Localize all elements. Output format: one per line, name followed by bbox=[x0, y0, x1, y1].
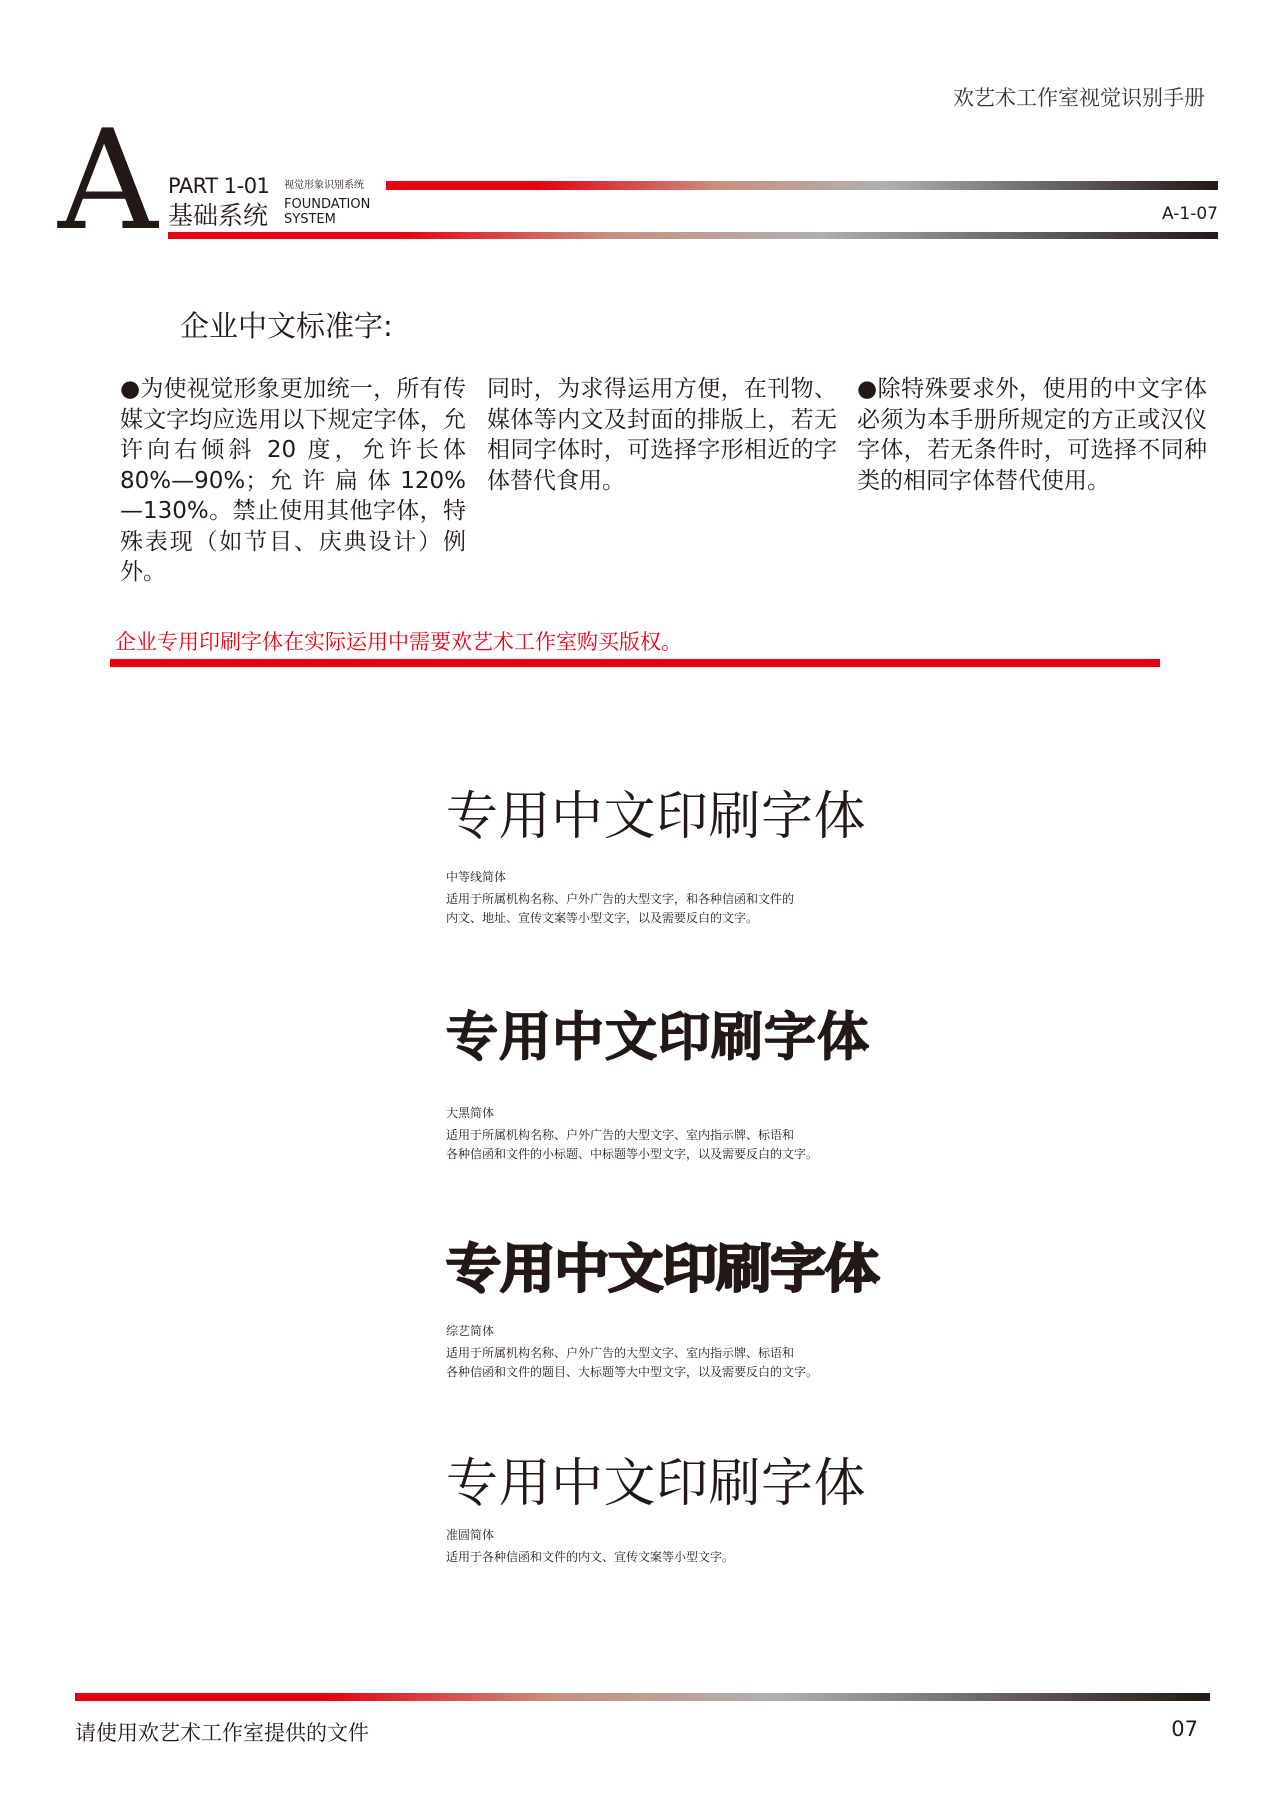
page-code: A-1-07 bbox=[1162, 204, 1218, 224]
font-description-line: 内文、地址、宣传文案等小型文字，以及需要反白的文字。 bbox=[446, 911, 759, 925]
section-letter: A bbox=[58, 100, 158, 261]
font-description-line: 适用于各种信函和文件的内文、宣传文案等小型文字。 bbox=[446, 1550, 735, 1564]
category-title-cn: 基础系统 bbox=[168, 201, 269, 230]
footer-gradient-bar bbox=[75, 1693, 1210, 1701]
font-description-line: 适用于所属机构名称、户外广告的大型文字，和各种信函和文件的 bbox=[446, 892, 795, 906]
copyright-notice: 企业专用印刷字体在实际运用中需要欢艺术工作室购买版权。 bbox=[115, 630, 682, 654]
font-description bbox=[446, 890, 966, 928]
font-sample-zhongdengxian: 专用中文印刷字体 bbox=[446, 787, 867, 847]
body-column-3: ●除特殊要求外，使用的中文字体必须为本手册所规定的方正或汉仪字体，若无条件时，可选择不同种类的相同字体替代使用。 bbox=[857, 376, 1207, 494]
font-sample-dahei: 专用中文印刷字体 bbox=[446, 1008, 871, 1068]
category-title-en-line2: SYSTEM bbox=[284, 212, 336, 227]
font-name: 中等线简体 bbox=[446, 870, 507, 884]
font-sample-zhunyuan: 专用中文印刷字体 bbox=[446, 1454, 867, 1514]
font-description-line: 适用于所属机构名称、户外广告的大型文字、室内指示牌、标语和 bbox=[446, 1346, 795, 1360]
font-description bbox=[446, 1126, 966, 1164]
page-number: 07 bbox=[1171, 1717, 1198, 1741]
header-gradient-bar-upper bbox=[386, 181, 1218, 190]
body-column-1: ●为使视觉形象更加统一，所有传媒文字均应选用以下规定字体，允许向右倾斜 20 度，允许长体 80%—90%；允 许 扁 体 120%—130%。禁止使用其他字体，特殊表现（如节目、庆典设计）例外。 bbox=[120, 376, 466, 585]
notice-red-bar bbox=[110, 659, 1160, 667]
font-description-line: 适用于所属机构名称、户外广告的大型文字、室内指示牌、标语和 bbox=[446, 1128, 795, 1142]
font-description-line: 各种信函和文件的题目、大标题等大中型文字，以及需要反白的文字。 bbox=[446, 1365, 819, 1379]
font-sample-zongyi: 专用中文印刷字体 bbox=[446, 1240, 879, 1300]
footer-note: 请使用欢艺术工作室提供的文件 bbox=[75, 1721, 369, 1745]
font-description-line: 各种信函和文件的小标题、中标题等小型文字，以及需要反白的文字。 bbox=[446, 1147, 819, 1161]
part-number: PART 1-01 bbox=[168, 174, 270, 198]
body-column-2: 同时，为求得运用方便，在刊物、媒体等内文及封面的排版上，若无相同字体时，可选择字形相近的字体替代食用。 bbox=[487, 376, 837, 494]
font-name: 大黑简体 bbox=[446, 1106, 495, 1120]
font-description bbox=[446, 1344, 966, 1382]
category-title-en-line1: FOUNDATION bbox=[284, 197, 371, 212]
document-title: 欢艺术工作室视觉识别手册 bbox=[953, 86, 1205, 110]
section-heading: 企业中文标准字: bbox=[180, 309, 393, 343]
font-name: 综艺简体 bbox=[446, 1324, 495, 1338]
font-description bbox=[446, 1548, 966, 1567]
font-name: 准圆简体 bbox=[446, 1528, 495, 1542]
part-subtitle: 视觉形象识别系统 bbox=[284, 180, 364, 191]
header-gradient-bar-lower bbox=[168, 232, 1218, 239]
